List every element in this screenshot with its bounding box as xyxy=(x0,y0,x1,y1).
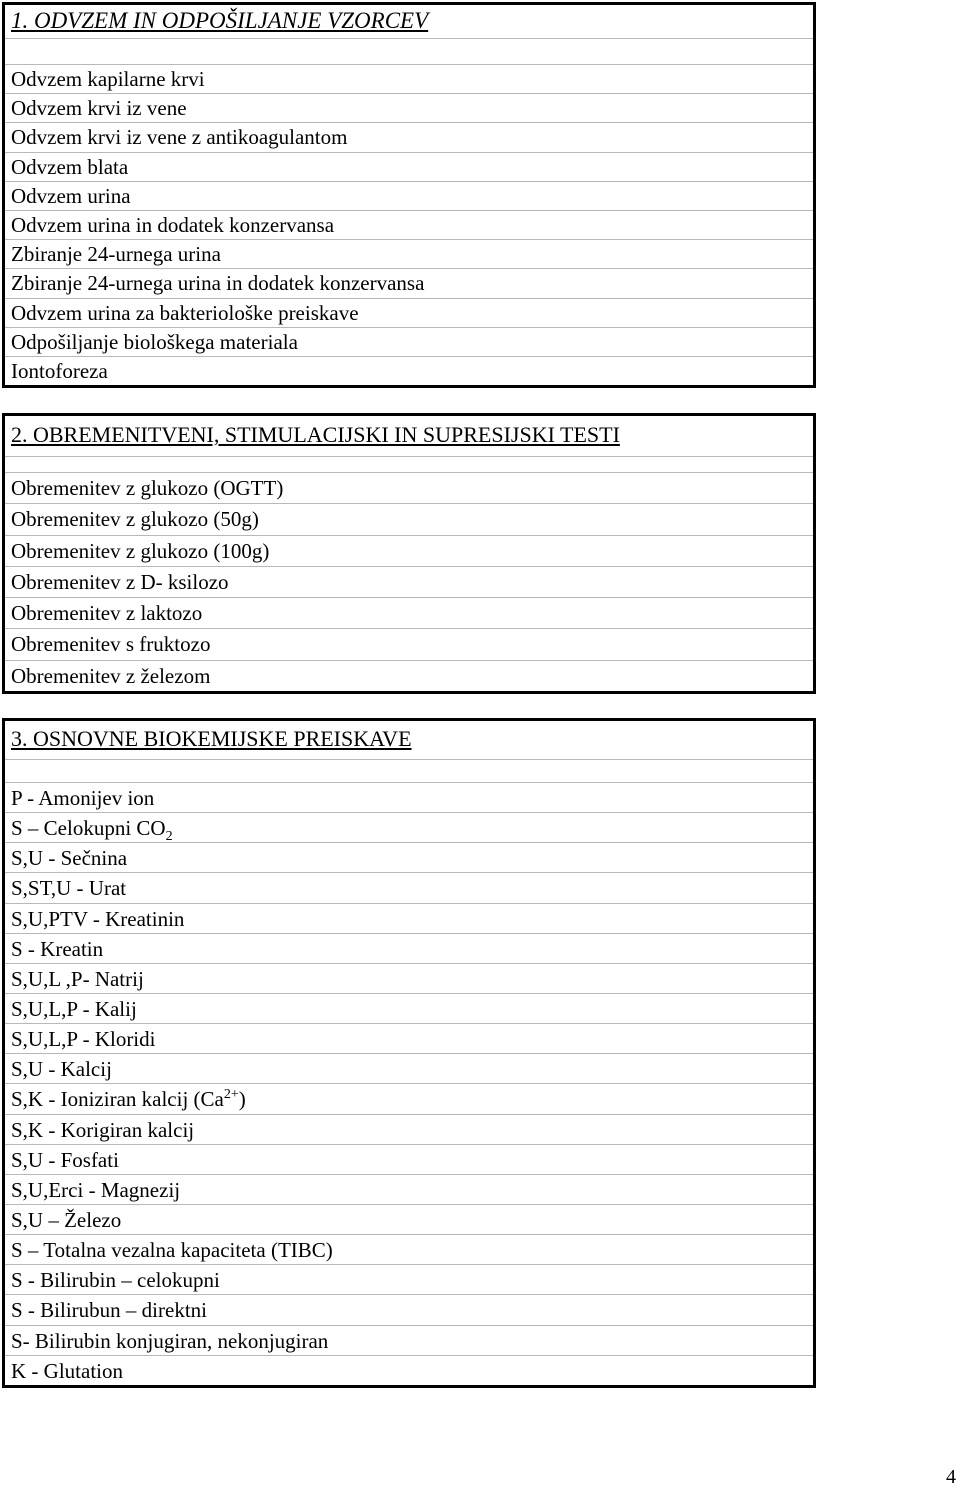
list-item: Obremenitev z železom xyxy=(5,660,813,691)
list-item: Odvzem urina in dodatek konzervansa xyxy=(5,210,813,239)
list-item: Zbiranje 24-urnega urina in dodatek konzervansa xyxy=(5,268,813,297)
list-item-text: S – Celokupni CO xyxy=(11,816,166,841)
section-biokemijske-preiskave xyxy=(2,718,816,1388)
list-item: S,U,PTV - Kreatinin xyxy=(5,903,813,933)
section-3-heading-row xyxy=(5,721,813,759)
list-item: Obremenitev z laktozo xyxy=(5,597,813,628)
list-item-text: S,K - Ioniziran kalcij (Ca xyxy=(11,1087,224,1112)
list-item: S - Bilirubin – celokupni xyxy=(5,1264,813,1294)
section-2-spacer-row xyxy=(5,456,813,472)
list-item: Iontoforeza xyxy=(5,356,813,385)
list-item: S- Bilirubin konjugiran, nekonjugiran xyxy=(5,1325,813,1355)
section-odvzem xyxy=(2,2,816,388)
list-item xyxy=(5,812,813,842)
list-item: Obremenitev z glukozo (50g) xyxy=(5,503,813,534)
list-item: S,U,Erci - Magnezij xyxy=(5,1174,813,1204)
list-item: Odpošiljanje biološkega materiala xyxy=(5,327,813,356)
list-item: S,K - Korigiran kalcij xyxy=(5,1114,813,1144)
ca-close-paren: ) xyxy=(238,1087,246,1112)
section-2-title: 2. OBREMENITVENI, STIMULACIJSKI IN SUPRESIJSKI TESTI xyxy=(11,422,620,447)
list-item xyxy=(5,1083,813,1113)
list-item: S,U – Železo xyxy=(5,1204,813,1234)
ca-superscript: 2+ xyxy=(223,1087,239,1103)
co2-subscript: 2 xyxy=(165,829,173,843)
section-1-heading-row xyxy=(5,5,813,38)
list-item: Zbiranje 24-urnega urina xyxy=(5,239,813,268)
list-item: S,U - Sečnina xyxy=(5,842,813,872)
section-3-title: 3. OSNOVNE BIOKEMIJSKE PREISKAVE xyxy=(11,726,412,751)
list-item: S,U,L ,P- Natrij xyxy=(5,963,813,993)
list-item: Odvzem krvi iz vene xyxy=(5,93,813,122)
page-number: 4 xyxy=(946,1466,956,1488)
list-item: K - Glutation xyxy=(5,1355,813,1385)
list-item: Obremenitev z glukozo (OGTT) xyxy=(5,472,813,503)
section-obremenitveni-testi xyxy=(2,413,816,694)
section-1-title: 1. ODVZEM IN ODPOŠILJANJE VZORCEV xyxy=(11,8,429,33)
section-2-heading-row xyxy=(5,416,813,456)
list-item: Odvzem krvi iz vene z antikoagulantom xyxy=(5,122,813,151)
list-item: Odvzem blata xyxy=(5,152,813,181)
list-item: S,U,L,P - Kloridi xyxy=(5,1023,813,1053)
list-item: Obremenitev s fruktozo xyxy=(5,628,813,659)
list-item: S,U - Fosfati xyxy=(5,1144,813,1174)
list-item: S,U - Kalcij xyxy=(5,1053,813,1083)
list-item: S - Kreatin xyxy=(5,933,813,963)
list-item: P - Amonijev ion xyxy=(5,782,813,812)
section-3-spacer-row xyxy=(5,759,813,782)
list-item: S – Totalna vezalna kapaciteta (TIBC) xyxy=(5,1234,813,1264)
list-item: Odvzem kapilarne krvi xyxy=(5,64,813,93)
list-item: Odvzem urina za bakteriološke preiskave xyxy=(5,298,813,327)
list-item: S,ST,U - Urat xyxy=(5,872,813,902)
list-item: S - Bilirubun – direktni xyxy=(5,1294,813,1324)
list-item: Obremenitev z D- ksilozo xyxy=(5,566,813,597)
list-item: S,U,L,P - Kalij xyxy=(5,993,813,1023)
list-item: Odvzem urina xyxy=(5,181,813,210)
section-1-spacer-row xyxy=(5,38,813,64)
list-item: Obremenitev z glukozo (100g) xyxy=(5,535,813,566)
